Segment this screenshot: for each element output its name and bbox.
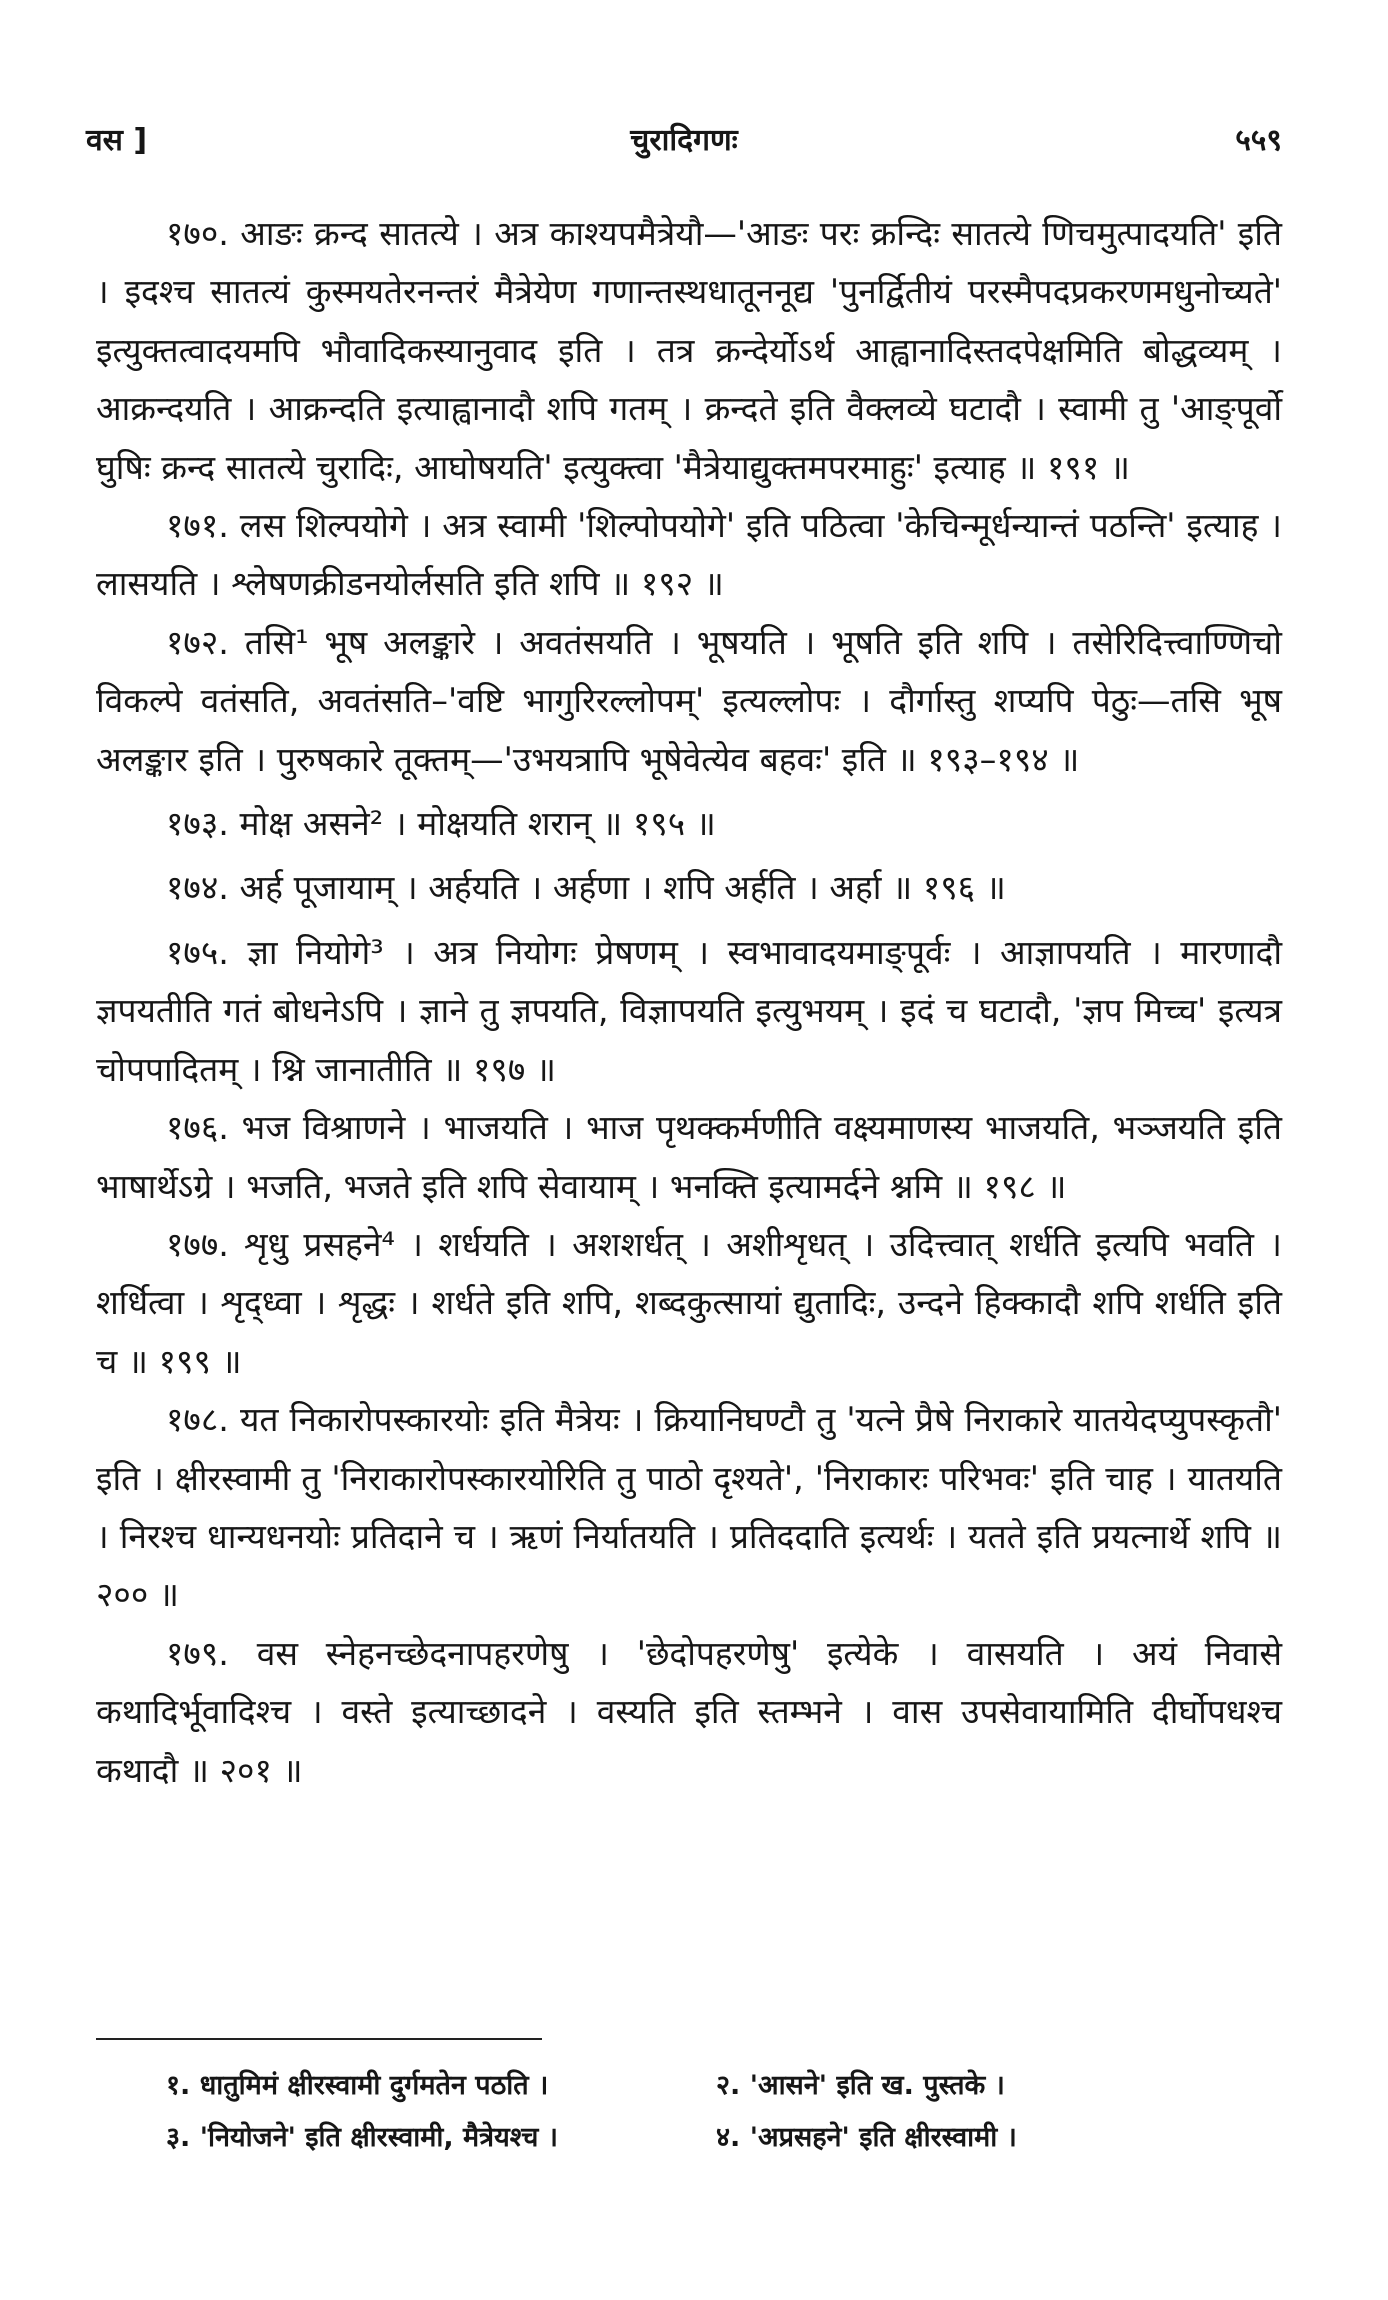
paragraph-172: १७२. तसि¹ भूष अलङ्कारे । अवतंसयति । भूषयति । भूषति इति शपि । तसेरिदित्त्वाण्णिचो विकल्पे वतंसति, अवतंसति–'वष्टि भागुरिरल्लोपम्' इत्यल्लोपः । दौर्गास्तु शप्यपि पेठुः—तसि भूष अलङ्कार इति । पुरुषकारे तूक्तम्—'उभयत्रापि भूषेवेत्येव बहवः' इति ॥ १९३–१९४ ॥	[96, 622, 1282, 779]
paragraph-174: १७४. अर्ह पूजायाम् । अर्हयति । अर्हणा । शपि अर्हति । अर्हा ॥ १९६ ॥	[166, 868, 1006, 908]
footnote-row	[96, 2060, 1282, 2112]
footnote-1: १. धातुमिमं क्षीरस्वामी दुर्गमतेन पठति ।	[166, 2070, 549, 2101]
header-title: चुरादिगणः	[630, 123, 738, 158]
footnote-divider	[96, 2038, 542, 2040]
footnote-3: ३. 'नियोजने' इति क्षीरस्वामी, मैत्रेयश्च ।	[166, 2122, 558, 2153]
paragraph-176: १७६. भज विश्राणने । भाजयति । भाज पृथक्कर्मणीति वक्ष्यमाणस्य भाजयति, भञ्जयति इति भाषार्थेऽग्रे । भजति, भजते इति शपि सेवायाम् । भनक्ति इत्यामर्दने श्नमि ॥ १९८ ॥	[96, 1108, 1282, 1206]
footnotes	[96, 2060, 1282, 2164]
paragraph-171: १७१. लस शिल्पयोगे । अत्र स्वामी 'शिल्पोपयोगे' इति पठित्वा 'केचिन्मूर्धन्यान्तं पठन्ति' इत्याह । लासयति । श्लेषणक्रीडनयोर्लसति इति शपि ॥ १९२ ॥	[96, 506, 1282, 604]
footnote-2: २. 'आसने' इति ख. पुस्तके ।	[716, 2070, 1005, 2101]
footnote-row	[96, 2112, 1282, 2164]
paragraph-177: १७७. शृधु प्रसहने⁴ । शर्धयति । अशशर्धत् । अशीशृधत् । उदित्त्वात् शर्धति इत्यपि भवति । शर्धित्वा । शृद्ध्वा । शृद्धः । शर्धते इति शपि, शब्दकुत्सायां द्युतादिः, उन्दने हिक्कादौ शपि शर्धति इति च ॥ १९९ ॥	[96, 1224, 1282, 1381]
footnote-4: ४. 'अप्रसहने' इति क्षीरस्वामी ।	[716, 2122, 1017, 2153]
header-section-marker: वस ]	[86, 123, 148, 158]
running-header	[86, 118, 1282, 170]
paragraph-179: १७९. वस स्नेहनच्छेदनापहरणेषु । 'छेदोपहरणेषु' इत्येके । वासयति । अयं निवासे कथादिर्भूवादिश्च । वस्ते इत्याच्छादने । वस्यति इति स्तम्भने । वास उपसेवायामिति दीर्घोपधश्च कथादौ ॥ २०१ ॥	[96, 1633, 1282, 1790]
paragraph-170: १७०. आङः क्रन्द सातत्ये । अत्र काश्यपमैत्रेयौ—'आङः परः क्रन्दिः सातत्ये णिचमुत्पादयति' इति । इदश्च सातत्यं कुस्मयतेरनन्तरं मैत्रेयेण गणान्तस्थधातूननूद्य 'पुनर्द्वितीयं परस्मैपदप्रकरणमधुनोच्यते' इत्युक्तत्वादयमपि भौवादिकस्यानुवाद इति । तत्र क्रन्देर्योऽर्थ आह्वानादिस्तदपेक्षमिति बोद्धव्यम् । आक्रन्दयति । आक्रन्दति इत्याह्वानादौ शपि गतम् । क्रन्दते इति वैक्लव्ये घटादौ । स्वामी तु 'आङ्पूर्वो घुषिः क्रन्द सातत्ये चुरादिः, आघोषयति' इत्युक्त्वा 'मैत्रेयाद्युक्तमपरमाहुः' इत्याह ॥ १९१ ॥	[96, 214, 1282, 487]
paragraph-175: १७५. ज्ञा नियोगे³ । अत्र नियोगः प्रेषणम् । स्वभावादयमाङ्पूर्वः । आज्ञापयति । मारणादौ ज्ञपयतीति गतं बोधनेऽपि । ज्ञाने तु ज्ञपयति, विज्ञापयति इत्युभयम् । इदं च घटादौ, 'ज्ञप मिच्च' इत्यत्र चोपपादितम् । श्नि जानातीति ॥ १९७ ॥	[96, 932, 1282, 1089]
paragraph-173: १७३. मोक्ष असने² । मोक्षयति शरान् ॥ १९५ ॥	[166, 804, 716, 844]
main-text	[96, 205, 1282, 1800]
page-number: ५५९	[1235, 123, 1282, 158]
paragraph-178: १७८. यत निकारोपस्कारयोः इति मैत्रेयः । क्रियानिघण्टौ तु 'यत्ने प्रैषे निराकारे यातयेदप्युपस्कृतौ' इति । क्षीरस्वामी तु 'निराकारोपस्कारयोरिति तु पाठो दृश्यते', 'निराकारः परिभवः' इति चाह । यातयति । निरश्च धान्यधनयोः प्रतिदाने च । ऋणं निर्यातयति । प्रतिददाति इत्यर्थः । यतते इति प्रयत्नार्थे शपि ॥ २०० ॥	[96, 1400, 1282, 1615]
